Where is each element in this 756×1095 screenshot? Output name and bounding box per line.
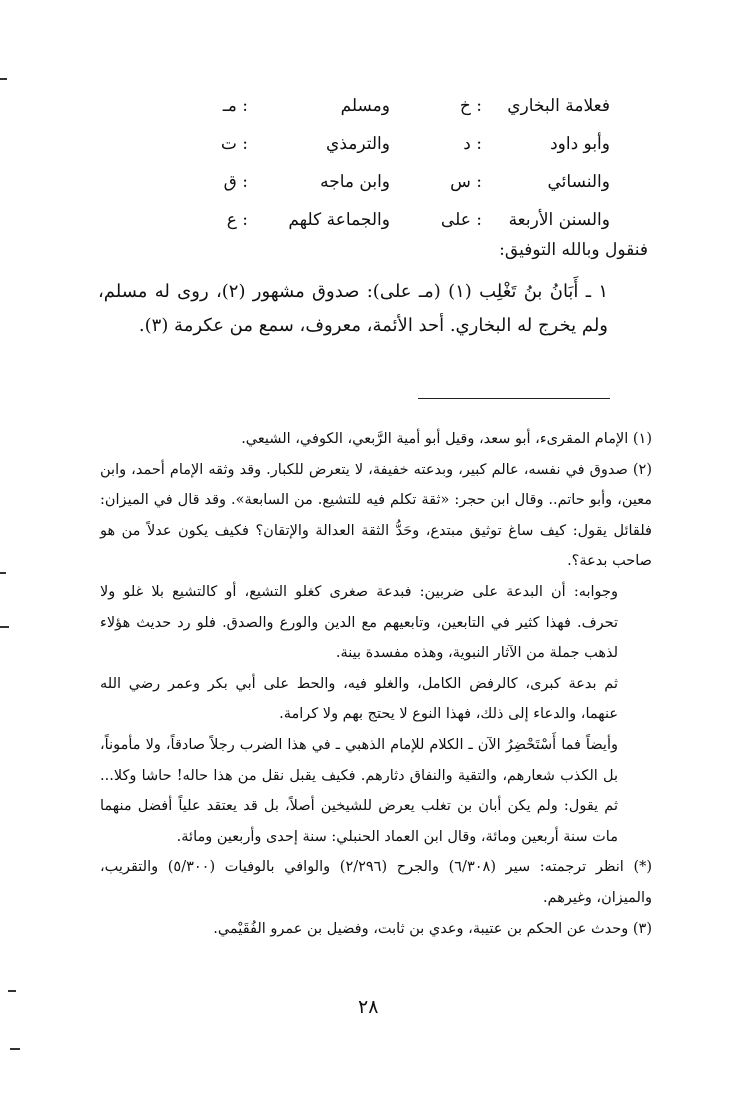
legend-code: : ع (226, 210, 248, 230)
legend-name: والترمذي (326, 134, 390, 154)
footnote-divider (418, 398, 610, 399)
legend-code: : على (440, 210, 482, 230)
legend-row (190, 96, 610, 134)
legend-code: : ق (223, 172, 248, 192)
legend-row (190, 134, 610, 172)
source-footnote: (*) انظر ترجمته: سير (٦/٣٠٨) والجرح (٢/٢٩٦) والوافي بالوفيات (٥/٣٠٠) والتقريب، والميزان، وغيرهم. (100, 859, 653, 906)
intro-line: فنقول وبالله التوفيق: (499, 240, 648, 260)
footnote-2-paragraph: وأيضاً فما أَسْتَحْضِرُ الآن ـ الكلام للإمام الذهبي ـ في هذا الضرب رجلاً صادقاً، ولا مأموناً، بل الكذب شعارهم، والتقية والنفاق دثارهم. فكيف يقبل نقل من هذا حاله! حاشا وكلا... ثم يقول: ولم يكن أبان بن تغلب يعرض للشيخين أصلاً، بل قد يعتقد علياً أفضل منهما مات سنة أربعين ومائة، وقال ابن العماد الحنبلي: سنة إحدى وأربعين ومائة. (100, 736, 618, 845)
legend-code: : س (450, 172, 482, 192)
legend-name: وأبو داود (550, 134, 610, 154)
scan-mark (8, 990, 16, 992)
scan-mark (10, 1048, 20, 1050)
legend-name: وابن ماجه (320, 172, 390, 192)
legend-name: والجماعة كلهم (288, 210, 390, 230)
abbreviation-legend (190, 96, 610, 248)
legend-code: : مـ (222, 96, 248, 116)
legend-name: ومسلم (340, 96, 390, 116)
page-number: ٢٨ (358, 996, 379, 1018)
footnote-2-paragraph: وجوابه: أن البدعة على ضربين: فبدعة صغرى كغلو التشيع، أو كالتشيع بلا غلو ولا تحرف. فهذا كثير في التابعين، وتابعيهم مع الدين والورع والصدق. فلو رد حديث هؤلاء لذهب جملة من الآثار النبوية، وهذه مفسدة بينة. (100, 583, 618, 662)
footnote-2-paragraph: ثم بدعة كبرى، كالرفض الكامل، والغلو فيه، والحط على أبي بكر وعمر رضي الله عنهما، والدعاء إلى ذلك، فهذا النوع لا يحتج بهم ولا كرامة. (100, 675, 618, 723)
narrator-entry: ١ ـ أَبَانُ بنُ تَغْلِب (١) (مـ على): صدوق مشهور (٢)، روى له مسلم، ولم يخرج له البخاري. أحد الأئمة، معروف، سمع من عكرمة (٣). (98, 281, 608, 336)
legend-name: والنسائي (547, 172, 610, 192)
legend-code: : ت (220, 134, 248, 154)
legend-name: فعلامة البخاري (507, 96, 610, 116)
footnote-3: (٣) وحدث عن الحكم بن عتيبة، وعدي بن ثابت، وفضيل بن عمرو الفُقَيْمي. (213, 920, 652, 937)
scan-mark (0, 572, 6, 574)
footnote-2: (٢) صدوق في نفسه، عالم كبير، وبدعته خفيفة، لا يتعرض للكبار. وقد وثقه الإمام أحمد، وابن معين، وأبو حاتم.. وقال ابن حجر: «ثقة تكلم فيه للتشيع. من السابعة». وقد قال في الميزان: فلقائل يقول: كيف ساغ توثيق مبتدع، وحَدُّ الثقة العدالة والإتقان؟ فكيف يكون عدلاً من هو صاحب بدعة؟. (100, 461, 652, 570)
footnotes (100, 424, 652, 944)
scan-mark (0, 626, 9, 628)
legend-name: والسنن الأربعة (508, 210, 610, 230)
footnote-1: (١) الإمام المقرىء، أبو سعد، وقيل أبو أمية الرَّبعي، الكوفي، الشيعي. (241, 431, 652, 447)
legend-code: : د (463, 134, 482, 154)
scan-mark (0, 78, 7, 80)
legend-row (190, 172, 610, 210)
legend-code: : خ (459, 96, 482, 116)
